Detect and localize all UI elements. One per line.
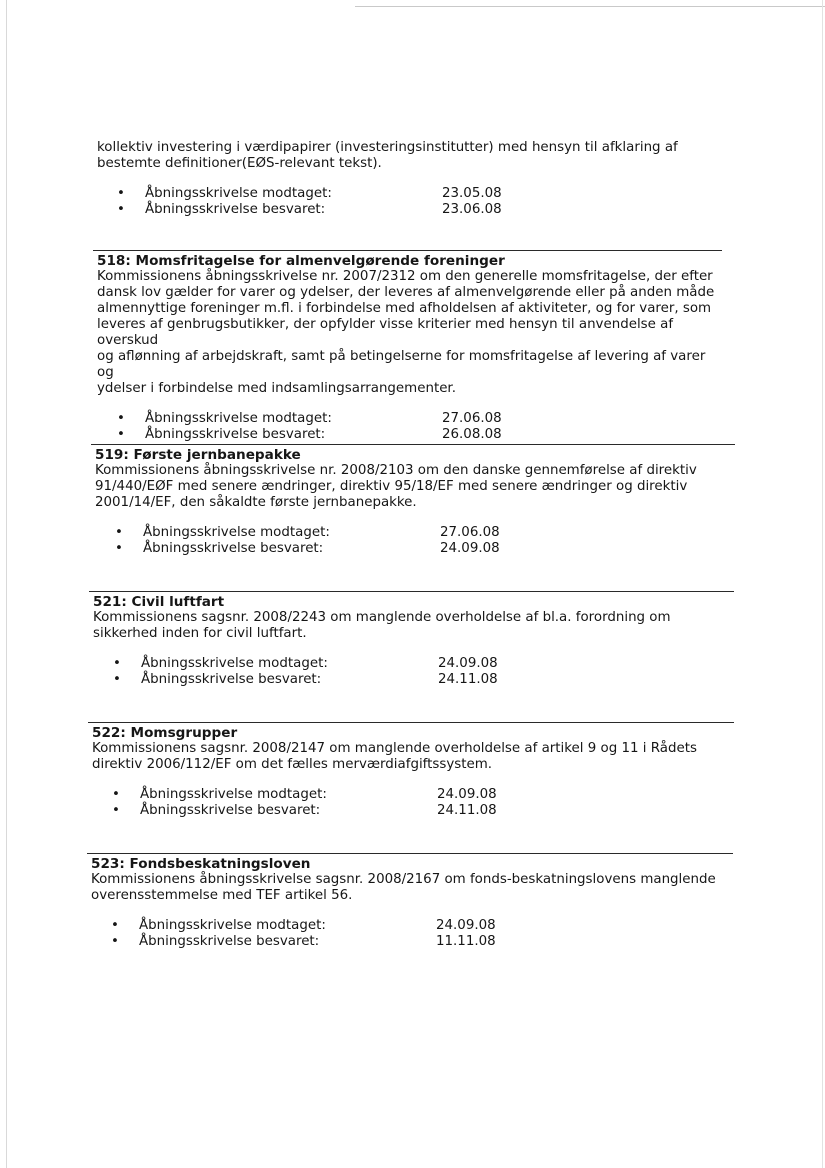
date-list (91, 918, 733, 950)
answered-item (92, 803, 734, 819)
bullet: • (112, 803, 120, 818)
received-label: Åbningsskrivelse modtaget: (140, 787, 327, 802)
bullet: • (117, 427, 125, 442)
answered-label: Åbningsskrivelse besvaret: (139, 934, 320, 949)
section-521 (93, 591, 734, 688)
received-label: Åbningsskrivelse modtaget: (141, 656, 328, 671)
section-519 (95, 444, 735, 557)
answered-label: Åbningsskrivelse besvaret: (145, 427, 326, 442)
text-line: Kommissionens sagsnr. 2008/2243 om manglende overholdelse af bl.a. forordning om (93, 610, 671, 625)
bullet: • (117, 411, 125, 426)
date-list (97, 411, 722, 443)
section-rule (88, 722, 734, 723)
text-line: bestemte definitioner(EØS-relevant tekst). (97, 156, 382, 171)
section-title: 522: Momsgrupper (92, 725, 238, 741)
received-item (92, 787, 734, 803)
received-label: Åbningsskrivelse modtaget: (145, 411, 332, 426)
text-line: overensstemmelse med TEF artikel 56. (91, 888, 353, 903)
received-label: Åbningsskrivelse modtaget: (145, 186, 332, 201)
answered-label: Åbningsskrivelse besvaret: (140, 803, 321, 818)
text-line: dansk lov gælder for varer og ydelser, der leveres af almenvelgørende eller på anden måde (97, 285, 715, 300)
section-522 (92, 722, 734, 819)
received-date: 24.09.08 (437, 787, 497, 802)
section-rule (87, 853, 733, 854)
bullet: • (113, 672, 121, 687)
text-line: 91/440/EØF med senere ændringer, direktiv 95/18/EF med senere ændringer og direktiv (95, 479, 688, 494)
answered-item (91, 934, 733, 950)
text-line: Kommissionens åbningsskrivelse nr. 2008/2103 om den danske gennemførelse af direktiv (95, 463, 697, 478)
text-line: ydelser i forbindelse med indsamlingsarrangementer. (97, 381, 456, 396)
received-label: Åbningsskrivelse modtaget: (139, 918, 326, 933)
answered-item (93, 672, 734, 688)
bullet: • (115, 541, 123, 556)
text-line: 2001/14/EF, den såkaldte første jernbanepakke. (95, 495, 417, 510)
answered-date: 24.11.08 (437, 803, 497, 818)
section-text (97, 269, 722, 397)
answered-label: Åbningsskrivelse besvaret: (145, 202, 326, 217)
section-text (95, 463, 735, 511)
received-date: 24.09.08 (436, 918, 496, 933)
text-line: kollektiv investering i værdipapirer (investeringsinstitutter) med hensyn til afklaring af (97, 140, 678, 155)
bullet: • (113, 656, 121, 671)
received-date: 27.06.08 (440, 525, 500, 540)
section-rule (89, 591, 734, 592)
answered-date: 24.09.08 (440, 541, 500, 556)
section-rule (91, 444, 735, 445)
answered-item (95, 541, 735, 557)
answered-date: 26.08.08 (442, 427, 502, 442)
section-title: 518: Momsfritagelse for almenvelgørende foreninger (97, 253, 505, 269)
received-item (93, 656, 734, 672)
text-line: Kommissionens sagsnr. 2008/2147 om manglende overholdelse af artikel 9 og 11 i Rådets (92, 741, 697, 756)
text-line: Kommissionens åbningsskrivelse sagsnr. 2008/2167 om fonds-beskatningslovens manglende (91, 872, 716, 887)
intro-block (97, 140, 707, 218)
answered-date: 23.06.08 (442, 202, 502, 217)
received-item (95, 525, 735, 541)
bullet: • (111, 918, 119, 933)
section-rule (93, 250, 722, 251)
received-date: 27.06.08 (442, 411, 502, 426)
section-text (93, 610, 734, 642)
section-518 (97, 250, 722, 443)
received-item (91, 918, 733, 934)
bullet: • (111, 934, 119, 949)
answered-item (97, 202, 707, 218)
answered-label: Åbningsskrivelse besvaret: (141, 672, 322, 687)
answered-date: 11.11.08 (436, 934, 496, 949)
section-title: 521: Civil luftfart (93, 594, 225, 610)
text-line: og aflønning af arbejdskraft, samt på betingelserne for momsfritagelse af levering af varer og (97, 349, 706, 380)
date-list (93, 656, 734, 688)
text-line: almennyttige foreninger m.fl. i forbindelse med afholdelsen af aktiviteter, og for varer, som (97, 301, 712, 316)
bullet: • (112, 787, 120, 802)
intro-text (97, 140, 707, 172)
date-list (97, 186, 707, 218)
date-list (95, 525, 735, 557)
text-line: leveres af genbrugsbutikker, der opfylder visse kriterier med hensyn til anvendelse af overskud (97, 317, 674, 348)
text-line: sikkerhed inden for civil luftfart. (93, 626, 307, 641)
section-title: 519: Første jernbanepakke (95, 447, 301, 463)
section-title: 523: Fondsbeskatningsloven (91, 856, 311, 872)
text-line: direktiv 2006/112/EF om det fælles merværdiafgiftssystem. (92, 757, 493, 772)
answered-item (97, 427, 722, 443)
received-date: 23.05.08 (442, 186, 502, 201)
bullet: • (115, 525, 123, 540)
bullet: • (117, 202, 125, 217)
bullet: • (117, 186, 125, 201)
date-list (92, 787, 734, 819)
answered-date: 24.11.08 (438, 672, 498, 687)
section-523 (91, 853, 733, 950)
received-item (97, 186, 707, 202)
answered-label: Åbningsskrivelse besvaret: (143, 541, 324, 556)
received-date: 24.09.08 (438, 656, 498, 671)
received-item (97, 411, 722, 427)
received-label: Åbningsskrivelse modtaget: (143, 525, 330, 540)
text-line: Kommissionens åbningsskrivelse nr. 2007/2312 om den generelle momsfritagelse, der efter (97, 269, 713, 284)
section-text (91, 872, 733, 904)
section-text (92, 741, 734, 773)
